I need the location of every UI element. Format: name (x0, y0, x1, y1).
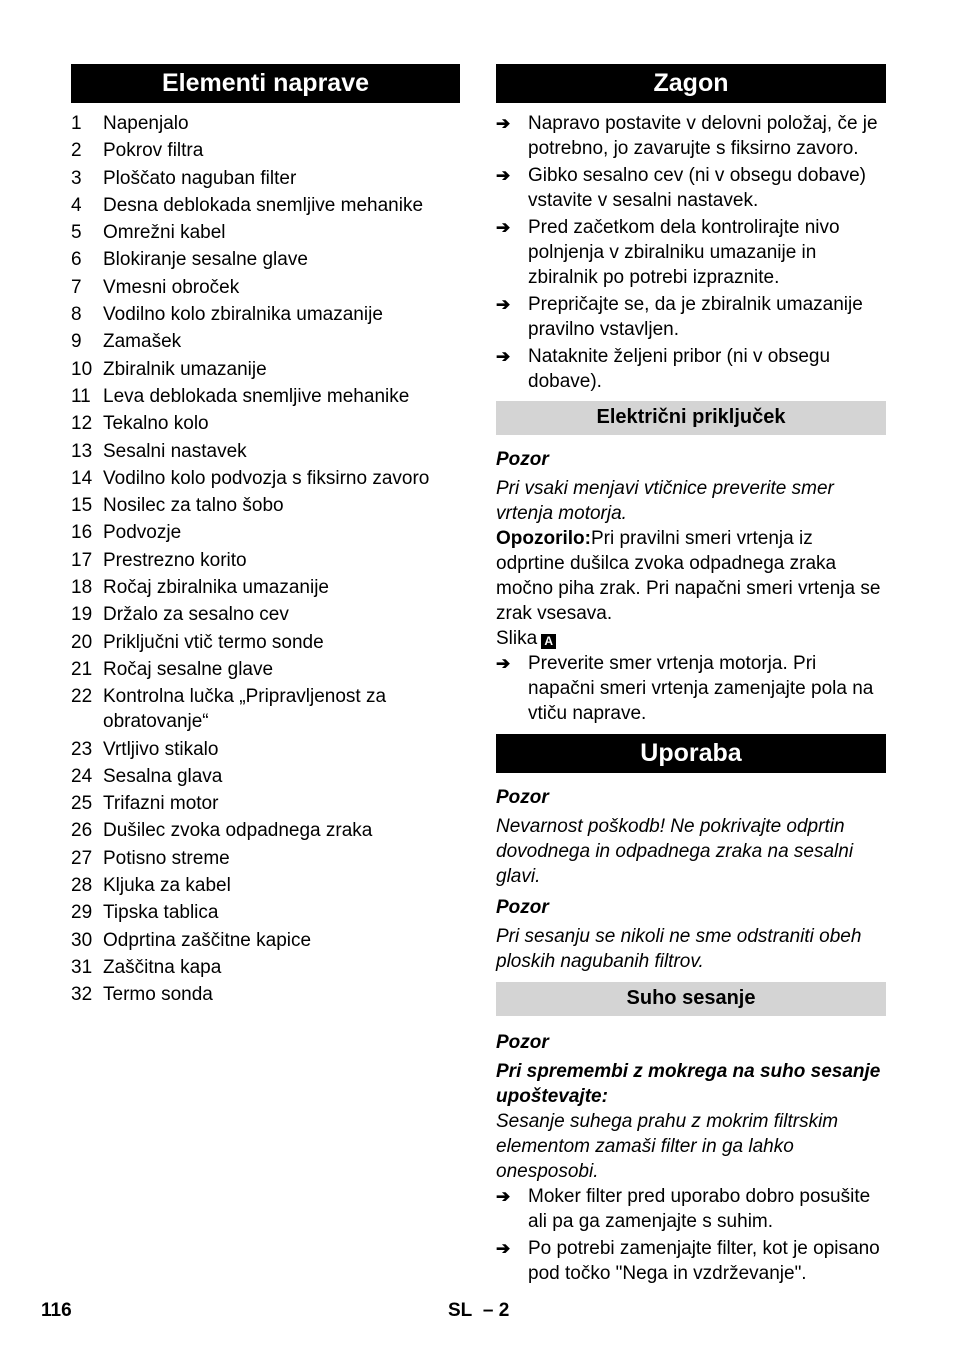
elektricni-steps (496, 651, 886, 726)
instruction-step (496, 215, 886, 290)
item-number: 31 (71, 956, 93, 978)
item-text: Odprtina zaščitne kapice (103, 929, 312, 951)
parts-list-item (71, 928, 460, 953)
item-number: 16 (71, 522, 93, 544)
item-number: 10 (71, 358, 93, 380)
item-text: Desna deblokada snemljive mehanike (103, 194, 424, 216)
item-number: 26 (71, 820, 93, 842)
item-number: 2 (71, 140, 82, 162)
item-number: 12 (71, 413, 93, 435)
item-text: Termo sonda (103, 984, 213, 1006)
parts-list-item (71, 166, 460, 191)
pozor-text: Pri vsaki menjavi vtičnice preverite smer vrtenja motorja. (496, 478, 834, 524)
step-text: Napravo postavite v delovni položaj, če je potrebno, jo zavarujte s fiksirno zavoro. (528, 113, 878, 159)
item-number: 18 (71, 577, 93, 599)
suho-steps (496, 1184, 886, 1286)
footer-lang (448, 1298, 509, 1323)
item-number: 24 (71, 765, 93, 787)
footer-lang-code: SL (448, 1300, 473, 1321)
parts-list-item (71, 138, 460, 163)
item-text: Nosilec za talno šobo (103, 495, 284, 517)
parts-list-item (71, 602, 460, 627)
step-text: Prepričajte se, da je zbiralnik umazanije pravilno vstavljen. (528, 294, 863, 340)
item-text: Ročaj sesalne glave (103, 658, 274, 680)
pozor-label: Pozor (496, 897, 549, 918)
opozorilo-paragraph (496, 526, 886, 626)
item-text: Priključni vtič termo sonde (103, 631, 324, 653)
parts-list-item (71, 439, 460, 464)
item-number: 14 (71, 467, 93, 489)
opozorilo-label: Opozorilo: (496, 528, 591, 549)
step-text: Po potrebi zamenjajte filter, kot je opisano pod točko "Nega in vzdrževanje". (528, 1238, 880, 1284)
item-number: 20 (71, 631, 93, 653)
instruction-step (496, 111, 886, 161)
arrow-right-icon: ➔ (496, 1187, 511, 1206)
item-number: 23 (71, 738, 93, 760)
item-text: Vmesni obroček (103, 276, 240, 298)
instruction-step (496, 1184, 886, 1234)
arrow-right-icon: ➔ (496, 347, 511, 366)
parts-list-item (71, 302, 460, 327)
item-text: Tipska tablica (103, 902, 219, 924)
item-text: Ročaj zbiralnika umazanije (103, 577, 329, 599)
item-text: Zaščitna kapa (103, 956, 222, 978)
page-number: 116 (41, 1300, 72, 1321)
item-text: Zamašek (103, 331, 182, 353)
parts-list-item (71, 575, 460, 600)
parts-list-item (71, 493, 460, 518)
arrow-right-icon: ➔ (496, 218, 511, 237)
parts-list-item (71, 357, 460, 382)
item-text: Vodilno kolo podvozja s fiksirno zavoro (103, 467, 430, 489)
parts-list-item (71, 411, 460, 436)
parts-list-item (71, 955, 460, 980)
pozor-text: Pri sesanju se nikoli ne sme odstraniti obeh ploskih nagubanih filtrov. (496, 926, 862, 972)
item-number: 5 (71, 222, 82, 244)
parts-list-item (71, 657, 460, 682)
section-title-elektricni: Električni priključek (496, 401, 886, 435)
arrow-right-icon: ➔ (496, 114, 511, 133)
step-text: Preverite smer vrtenja motorja. Pri napačni smeri vrtenja zamenjajte pola na vtiču naprave. (528, 653, 874, 724)
step-text: Gibko sesalno cev (ni v obsegu dobave) vstavite v sesalni nastavek. (528, 165, 866, 211)
instruction-step (496, 1236, 886, 1286)
parts-list-item (71, 384, 460, 409)
item-text: Prestrezno korito (103, 549, 247, 571)
parts-list-item (71, 764, 460, 789)
instruction-step (496, 344, 886, 394)
parts-list-item (71, 329, 460, 354)
item-text: Trifazni motor (103, 793, 219, 815)
item-text: Sesalna glava (103, 765, 223, 787)
item-text: Tekalno kolo (103, 413, 209, 435)
parts-list (71, 111, 460, 1007)
step-text: Pred začetkom dela kontrolirajte nivo polnjenja v zbiralniku umazanije in zbiralnik po potrebi izpraznite. (528, 217, 840, 288)
parts-list-item (71, 846, 460, 871)
pozor-text: Nevarnost poškodb! Ne pokrivajte odprtin dovodnega in odpadnega zraka na sesalni glavi. (496, 816, 854, 887)
item-text: Sesalni nastavek (103, 440, 247, 462)
pozor-label: Pozor (496, 787, 549, 808)
instruction-step (496, 292, 886, 342)
item-number: 30 (71, 929, 93, 951)
zagon-steps (496, 111, 886, 394)
item-number: 3 (71, 167, 82, 189)
right-column (496, 64, 886, 1288)
item-number: 11 (71, 385, 91, 407)
parts-list-item (71, 630, 460, 655)
item-number: 8 (71, 304, 82, 326)
slika-reference (496, 626, 886, 651)
parts-list-item (71, 982, 460, 1007)
arrow-right-icon: ➔ (496, 295, 511, 314)
item-number: 1 (71, 113, 82, 134)
item-text: Potisno streme (103, 847, 230, 869)
item-text: Držalo za sesalno cev (103, 604, 289, 626)
suho-italic-text: Sesanje suhega prahu z mokrim filtrskim elementom zamaši filter in ga lahko onesposobi. (496, 1111, 839, 1182)
step-text: Nataknite željeni pribor (ni v obsegu dobave). (528, 346, 831, 392)
item-text: Leva deblokada snemljive mehanike (103, 385, 410, 407)
opozorilo-text: Pri pravilni smeri vrtenja iz odprtine dušilca zvoka odpadnega zraka močno piha zrak. Pri napačni smeri vrtenja se zrak vsesava. (496, 528, 881, 624)
item-number: 25 (71, 793, 93, 815)
parts-list-item (71, 791, 460, 816)
item-text: Napenjalo (103, 113, 189, 134)
slika-label: Slika (496, 628, 538, 649)
item-text: Pokrov filtra (103, 140, 204, 162)
section-title-uporaba: Uporaba (496, 734, 886, 773)
item-number: 32 (71, 984, 93, 1006)
item-number: 27 (71, 847, 93, 869)
arrow-right-icon: ➔ (496, 166, 511, 185)
item-number: 9 (71, 331, 82, 353)
arrow-right-icon: ➔ (496, 1239, 511, 1258)
section-title-zagon: Zagon (496, 64, 886, 103)
item-text: Vrtljivo stikalo (103, 738, 219, 760)
item-text: Kljuka za kabel (103, 875, 231, 897)
item-text: Ploščato naguban filter (103, 167, 297, 189)
instruction-step (496, 163, 886, 213)
step-text: Moker filter pred uporabo dobro posušite ali pa ga zamenjajte s suhim. (528, 1186, 871, 1232)
item-text: Podvozje (103, 522, 182, 544)
parts-list-item (71, 548, 460, 573)
item-number: 6 (71, 249, 82, 271)
suho-bold-text: Pri spremembi z mokrega na suho sesanje upoštevajte: (496, 1061, 881, 1107)
parts-list-item (71, 900, 460, 925)
item-number: 7 (71, 276, 82, 298)
item-number: 22 (71, 686, 93, 708)
parts-list-item (71, 520, 460, 545)
item-text: Kontrolna lučka „Pripravljenost za obratovanje“ (103, 686, 387, 733)
item-text: Vodilno kolo zbiralnika umazanije (103, 304, 383, 326)
parts-list-item (71, 737, 460, 762)
section-title-elementi: Elementi naprave (71, 64, 460, 103)
item-text: Omrežni kabel (103, 222, 226, 244)
parts-list-item (71, 247, 460, 272)
footer-sub: – 2 (482, 1300, 510, 1321)
item-number: 4 (71, 194, 82, 216)
left-column (71, 64, 460, 1010)
parts-list-item (71, 684, 460, 734)
item-number: 13 (71, 440, 93, 462)
item-number: 28 (71, 875, 93, 897)
item-number: 15 (71, 495, 93, 517)
pozor-label: Pozor (496, 449, 549, 470)
item-number: 21 (71, 658, 93, 680)
parts-list-item (71, 220, 460, 245)
item-text: Dušilec zvoka odpadnega zraka (103, 820, 373, 842)
parts-list-item (71, 873, 460, 898)
pozor-label: Pozor (496, 1032, 549, 1053)
parts-list-item (71, 466, 460, 491)
figure-a-icon: A (541, 634, 556, 649)
item-text: Blokiranje sesalne glave (103, 249, 308, 271)
parts-list-item (71, 818, 460, 843)
parts-list-item (71, 193, 460, 218)
item-number: 17 (71, 549, 93, 571)
item-text: Zbiralnik umazanije (103, 358, 267, 380)
arrow-right-icon: ➔ (496, 654, 511, 673)
parts-list-item (71, 111, 460, 136)
parts-list-item (71, 275, 460, 300)
item-number: 19 (71, 604, 93, 626)
section-title-suho: Suho sesanje (496, 982, 886, 1016)
instruction-step (496, 651, 886, 726)
item-number: 29 (71, 902, 93, 924)
